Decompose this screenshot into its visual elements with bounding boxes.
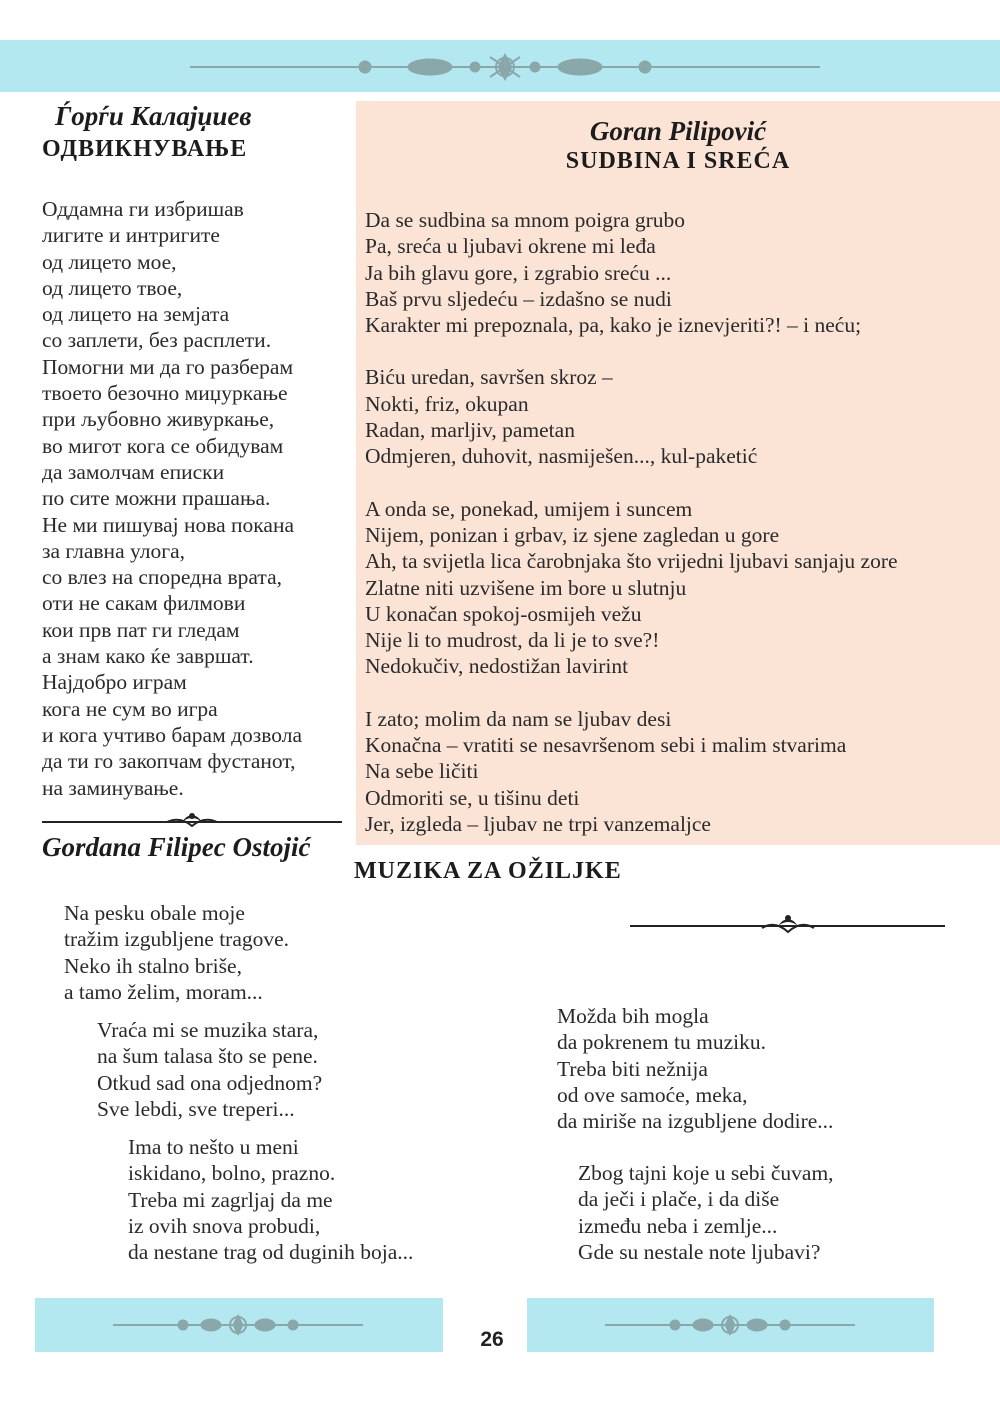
poem-line: Konačna – vratiti se nesavršenom sebi i malim stvarima	[365, 733, 847, 758]
poem3-author: Gordana Filipec Ostojić	[42, 832, 311, 862]
poem-line: iz ovih snova probudi,	[128, 1213, 321, 1238]
poem-line: Nedokučiv, nedostižan lavirint	[365, 654, 629, 679]
poem-line: Помогни ми да го разберам	[42, 354, 294, 379]
poem-line: од лицето твое,	[42, 275, 183, 300]
poem2-title: SUDBINA I SREĆA	[565, 148, 791, 174]
poem-line: по сите можни прашања.	[42, 486, 271, 511]
poem1-title: ОДВИКНУВАЊЕ	[42, 136, 248, 162]
poem-line: tražim izgubljene tragove.	[64, 927, 290, 952]
header-flourish-icon	[190, 52, 820, 82]
poem2-body	[365, 207, 995, 863]
poem-line: Ja bih glavu gore, i zgrabio sreću ...	[365, 260, 672, 285]
poem-line: Jer, izgleda – ljubav ne trpi vanzemaljce	[365, 811, 711, 836]
poem-line: оти не сакам филмови	[42, 591, 246, 616]
poem-line: da nestane trag od duginih boja...	[128, 1240, 414, 1265]
poem-line: da pokrenem tu muziku.	[557, 1030, 766, 1055]
poem-line: а знам како ќе завршат.	[42, 644, 254, 669]
poem-line: Ima to nešto u meni	[128, 1135, 299, 1159]
poem-line: од лицето мое,	[42, 249, 177, 274]
poem1-body	[42, 196, 357, 801]
poem1-author: Ѓорѓи Калајџиев	[55, 101, 252, 131]
poem-line: Nije li to mudrost, da li je to sve?!	[365, 628, 660, 653]
footer-right-flourish-icon	[605, 1312, 855, 1338]
poem-line: од лицето на земјата	[42, 302, 230, 327]
poem-line: Најдобро играм	[42, 670, 187, 695]
poem-line: кога не сум во игра	[42, 696, 218, 721]
poem-line: и кога учтиво барам дозвола	[42, 722, 302, 747]
poem-line: Na sebe ličiti	[365, 759, 479, 784]
poem2-stanza	[365, 364, 995, 469]
poem2-stanza	[365, 496, 995, 680]
poem-line: I zato; molim da nam se ljubav desi	[365, 706, 672, 731]
poem2-stanza	[365, 706, 995, 837]
poem-line: Odmjeren, duhovit, nasmiješen..., kul-paketić	[365, 444, 758, 469]
poem2-author: Goran Pilipović	[589, 116, 767, 146]
poem-line: за главна улога,	[42, 538, 186, 563]
poem-line: Treba mi zagrljaj da me	[128, 1187, 333, 1212]
poem-line: na šum talasa što se pene.	[97, 1044, 318, 1069]
divider-ornament-icon	[42, 808, 342, 832]
poem-line: кои прв пат ги гледам	[42, 617, 240, 642]
poem-line: Ah, ta svijetla lica čarobnjaka što vrijedni ljubavi sanjaju zore	[365, 549, 898, 574]
poem-line: Nokti, friz, okupan	[365, 391, 529, 416]
poem3-stanza-3	[128, 1134, 413, 1265]
poem3-stanza-5	[578, 1160, 834, 1265]
poem3-title: MUZIKA ZA OŽILJKE	[354, 858, 622, 884]
poem-line: od ove samoće, meka,	[557, 1082, 748, 1107]
poem-line: Treba biti nežnija	[557, 1056, 708, 1081]
poem-line: при љубовно живуркање,	[42, 407, 275, 432]
poem-line: Baš prvu sljedeću – izdašno se nudi	[365, 286, 672, 311]
poem3-stanza-2	[97, 1017, 322, 1122]
poem-line: Zbog tajni koje u sebi čuvam,	[578, 1161, 834, 1185]
poem-line: Otkud sad ona odjednom?	[97, 1070, 323, 1095]
poem-line: Radan, marljiv, pametan	[365, 418, 575, 443]
poem-line: Biću uredan, savršen skroz –	[365, 365, 613, 390]
poem-line: Odmoriti se, u tišinu deti	[365, 785, 580, 810]
poem3-divider-ornament-icon	[630, 912, 945, 940]
page-number: 26	[480, 1328, 504, 1351]
poem-line: Gde su nestale note ljubavi?	[578, 1239, 821, 1264]
poem-line: Zlatne niti uzvišene im bore u slutnju	[365, 575, 687, 600]
poem2-stanza	[365, 207, 995, 338]
poem3-stanza-1	[64, 900, 289, 1005]
poem-line: Pa, sreća u ljubavi okrene mi leđa	[365, 234, 656, 259]
poem-line: Оддамна ги избришав	[42, 197, 244, 221]
poem-line: да ти го закопчам фустанот,	[42, 749, 296, 774]
poem-line: iskidano, bolno, prazno.	[128, 1161, 336, 1186]
poem-line: твоето безочно миџуркање	[42, 381, 288, 406]
poem-line: a tamo želim, moram...	[64, 979, 263, 1004]
poem-line: U konačan spokoj-osmijeh vežu	[365, 601, 642, 626]
poem-line: со влез на споредна врата,	[42, 565, 282, 590]
poem-line: во мигот кога се обидувам	[42, 433, 284, 458]
poem-line: da ječi i plače, i da diše	[578, 1187, 780, 1212]
poem-line: između neba i zemlje...	[578, 1213, 778, 1238]
poem-line: Na pesku obale moje	[64, 901, 245, 925]
poem-line: Nijem, ponizan i grbav, iz sjene zagledan u gore	[365, 522, 780, 547]
poem-line: Da se sudbina sa mnom poigra grubo	[365, 208, 686, 232]
poem-line: да замолчам еписки	[42, 459, 225, 484]
poem-line: da miriše na izgubljene dodire...	[557, 1109, 834, 1134]
footer-left-flourish-icon	[113, 1312, 363, 1338]
poem3-stanza-4	[557, 1003, 833, 1134]
poem-line: на заминување.	[42, 775, 184, 800]
poem-line: Vraća mi se muzika stara,	[97, 1018, 319, 1042]
poem-line: Možda bih mogla	[557, 1004, 709, 1028]
poem-line: Sve lebdi, sve treperi...	[97, 1096, 295, 1121]
poem-line: Neko ih stalno briše,	[64, 953, 242, 978]
poem-line: Karakter mi prepoznala, pa, kako je iznevjeriti?! – i neću;	[365, 313, 862, 338]
poem-line: со заплети, без расплети.	[42, 328, 272, 353]
poem-line: лигите и интригите	[42, 223, 220, 248]
poem-line: A onda se, ponekad, umijem i suncem	[365, 496, 693, 521]
poem-line: Не ми пишувај нова покана	[42, 512, 295, 537]
